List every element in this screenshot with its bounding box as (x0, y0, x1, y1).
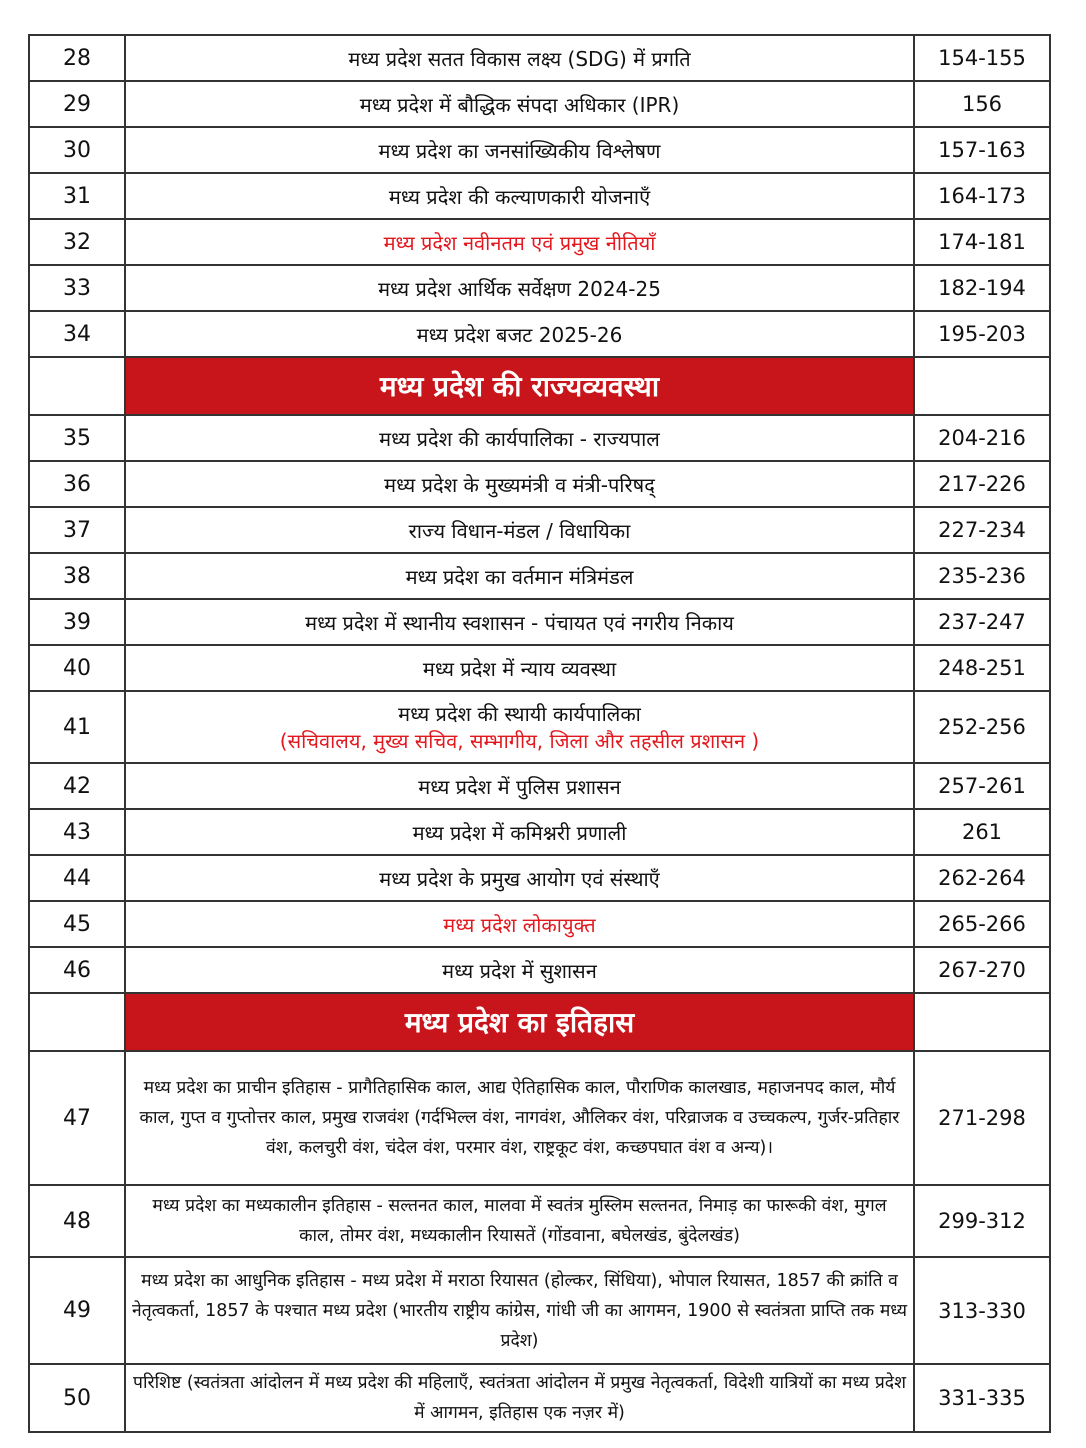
page-range: 195-203 (914, 311, 1050, 357)
page-range: 157-163 (914, 127, 1050, 173)
table-row (29, 219, 1050, 265)
table-row (29, 855, 1050, 901)
chapter-title: मध्य प्रदेश में पुलिस प्रशासन (125, 763, 914, 809)
chapter-number: 28 (29, 35, 125, 81)
chapter-title: मध्य प्रदेश की कल्याणकारी योजनाएँ (125, 173, 914, 219)
chapter-title: मध्य प्रदेश का वर्तमान मंत्रिमंडल (125, 553, 914, 599)
page-range: 204-216 (914, 415, 1050, 461)
section-title: मध्य प्रदेश का इतिहास (125, 993, 914, 1051)
chapter-number: 48 (29, 1185, 125, 1257)
table-row (29, 645, 1050, 691)
table-row (29, 415, 1050, 461)
table-row (29, 1051, 1050, 1185)
chapter-number: 31 (29, 173, 125, 219)
page-range: 174-181 (914, 219, 1050, 265)
page-range: 262-264 (914, 855, 1050, 901)
table-row (29, 553, 1050, 599)
table-row (29, 311, 1050, 357)
chapter-title: मध्य प्रदेश सतत विकास लक्ष्य (SDG) में प्रगति (125, 35, 914, 81)
chapter-title: मध्य प्रदेश आर्थिक सर्वेक्षण 2024-25 (125, 265, 914, 311)
table-row (29, 763, 1050, 809)
table-row (29, 265, 1050, 311)
chapter-title: मध्य प्रदेश का जनसांख्यिकीय विश्लेषण (125, 127, 914, 173)
chapter-title: मध्य प्रदेश की कार्यपालिका - राज्यपाल (125, 415, 914, 461)
chapter-title: मध्य प्रदेश के प्रमुख आयोग एवं संस्थाएँ (125, 855, 914, 901)
section-header-row (29, 357, 1050, 415)
chapter-number: 40 (29, 645, 125, 691)
chapter-number: 47 (29, 1051, 125, 1185)
chapter-title: राज्य विधान-मंडल / विधायिका (125, 507, 914, 553)
chapter-number: 29 (29, 81, 125, 127)
table-row (29, 173, 1050, 219)
empty-cell (29, 357, 125, 415)
page-range: 237-247 (914, 599, 1050, 645)
chapter-title: मध्य प्रदेश के मुख्यमंत्री व मंत्री-परिषद् (125, 461, 914, 507)
chapter-title: मध्य प्रदेश में कमिश्नरी प्रणाली (125, 809, 914, 855)
chapter-number: 33 (29, 265, 125, 311)
table-row (29, 809, 1050, 855)
chapter-title: मध्य प्रदेश का आधुनिक इतिहास - मध्य प्रदेश में मराठा रियासत (होल्कर, सिंधिया), भोपाल रियासत, 1857 की क्रांति व नेतृत्वकर्ता, 1857 के पश्चात मध्य प्रदेश (भारतीय राष्ट्रीय कांग्रेस, गांधी जी का आगमन, 1900 से स्वतंत्रता प्राप्ति तक मध्य प्रदेश) (125, 1257, 914, 1364)
empty-cell (914, 357, 1050, 415)
chapter-number: 41 (29, 691, 125, 763)
table-row (29, 691, 1050, 763)
chapter-number: 43 (29, 809, 125, 855)
page-range: 299-312 (914, 1185, 1050, 1257)
table-row (29, 507, 1050, 553)
chapter-subtitle: (सचिवालय, मुख्य सचिव, सम्भागीय, जिला और तहसील प्रशासन ) (279, 729, 760, 753)
table-row (29, 81, 1050, 127)
chapter-number: 50 (29, 1364, 125, 1432)
page-range: 156 (914, 81, 1050, 127)
table-of-contents (28, 34, 1051, 1433)
table-row (29, 599, 1050, 645)
table-row (29, 901, 1050, 947)
chapter-title-highlighted: मध्य प्रदेश लोकायुक्त (125, 901, 914, 947)
table-row (29, 461, 1050, 507)
table-row (29, 1364, 1050, 1432)
chapter-title: मध्य प्रदेश में न्याय व्यवस्था (125, 645, 914, 691)
chapter-number: 42 (29, 763, 125, 809)
chapter-title: मध्य प्रदेश का मध्यकालीन इतिहास - सल्तनत काल, मालवा में स्वतंत्र मुस्लिम सल्तनत, निमाड़ का फारूकी वंश, मुगल काल, तोमर वंश, मध्यकालीन रियासतें (गोंडवाना, बघेलखंड, बुंदेलखंड) (125, 1185, 914, 1257)
chapter-title-highlighted: मध्य प्रदेश नवीनतम एवं प्रमुख नीतियाँ (125, 219, 914, 265)
chapter-title: मध्य प्रदेश की स्थायी कार्यपालिका (398, 702, 641, 726)
chapter-title-with-subtitle (125, 691, 914, 763)
table-row (29, 127, 1050, 173)
table-row (29, 35, 1050, 81)
page-range: 164-173 (914, 173, 1050, 219)
table-row (29, 1185, 1050, 1257)
page-range: 227-234 (914, 507, 1050, 553)
chapter-title: मध्य प्रदेश में स्थानीय स्वशासन - पंचायत एवं नगरीय निकाय (125, 599, 914, 645)
chapter-number: 35 (29, 415, 125, 461)
page-range: 248-251 (914, 645, 1050, 691)
empty-cell (914, 993, 1050, 1051)
chapter-title: मध्य प्रदेश में बौद्धिक संपदा अधिकार (IPR) (125, 81, 914, 127)
page-range: 235-236 (914, 553, 1050, 599)
chapter-number: 45 (29, 901, 125, 947)
page-range: 313-330 (914, 1257, 1050, 1364)
page-range: 261 (914, 809, 1050, 855)
page-range: 182-194 (914, 265, 1050, 311)
chapter-number: 32 (29, 219, 125, 265)
chapter-number: 38 (29, 553, 125, 599)
page-range: 265-266 (914, 901, 1050, 947)
chapter-title: मध्य प्रदेश बजट 2025-26 (125, 311, 914, 357)
page-range: 154-155 (914, 35, 1050, 81)
chapter-number: 49 (29, 1257, 125, 1364)
chapter-number: 44 (29, 855, 125, 901)
chapter-number: 39 (29, 599, 125, 645)
section-title: मध्य प्रदेश की राज्यव्यवस्था (125, 357, 914, 415)
chapter-number: 37 (29, 507, 125, 553)
table-row (29, 947, 1050, 993)
page-range: 257-261 (914, 763, 1050, 809)
page-range: 252-256 (914, 691, 1050, 763)
chapter-number: 30 (29, 127, 125, 173)
section-header-row (29, 993, 1050, 1051)
chapter-title: मध्य प्रदेश का प्राचीन इतिहास - प्रागैतिहासिक काल, आद्य ऐतिहासिक काल, पौराणिक कालखाड, महाजनपद काल, मौर्य काल, गुप्त व गुप्तोत्तर काल, प्रमुख राजवंश (गर्दभिल्ल वंश, नागवंश, औलिकर वंश, परिव्राजक व उच्चकल्प, गुर्जर-प्रतिहार वंश, कलचुरी वंश, चंदेल वंश, परमार वंश, राष्ट्रकूट वंश, कच्छपघात वंश व अन्य)। (125, 1051, 914, 1185)
chapter-title: परिशिष्ट (स्वतंत्रता आंदोलन में मध्य प्रदेश की महिलाएँ, स्वतंत्रता आंदोलन में प्रमुख नेतृत्वकर्ता, विदेशी यात्रियों का मध्य प्रदेश में आगमन, इतिहास एक नज़र में) (125, 1364, 914, 1432)
page-range: 267-270 (914, 947, 1050, 993)
chapter-number: 46 (29, 947, 125, 993)
chapter-number: 34 (29, 311, 125, 357)
chapter-title: मध्य प्रदेश में सुशासन (125, 947, 914, 993)
page-range: 271-298 (914, 1051, 1050, 1185)
empty-cell (29, 993, 125, 1051)
chapter-number: 36 (29, 461, 125, 507)
page-range: 217-226 (914, 461, 1050, 507)
table-row (29, 1257, 1050, 1364)
page-range: 331-335 (914, 1364, 1050, 1432)
